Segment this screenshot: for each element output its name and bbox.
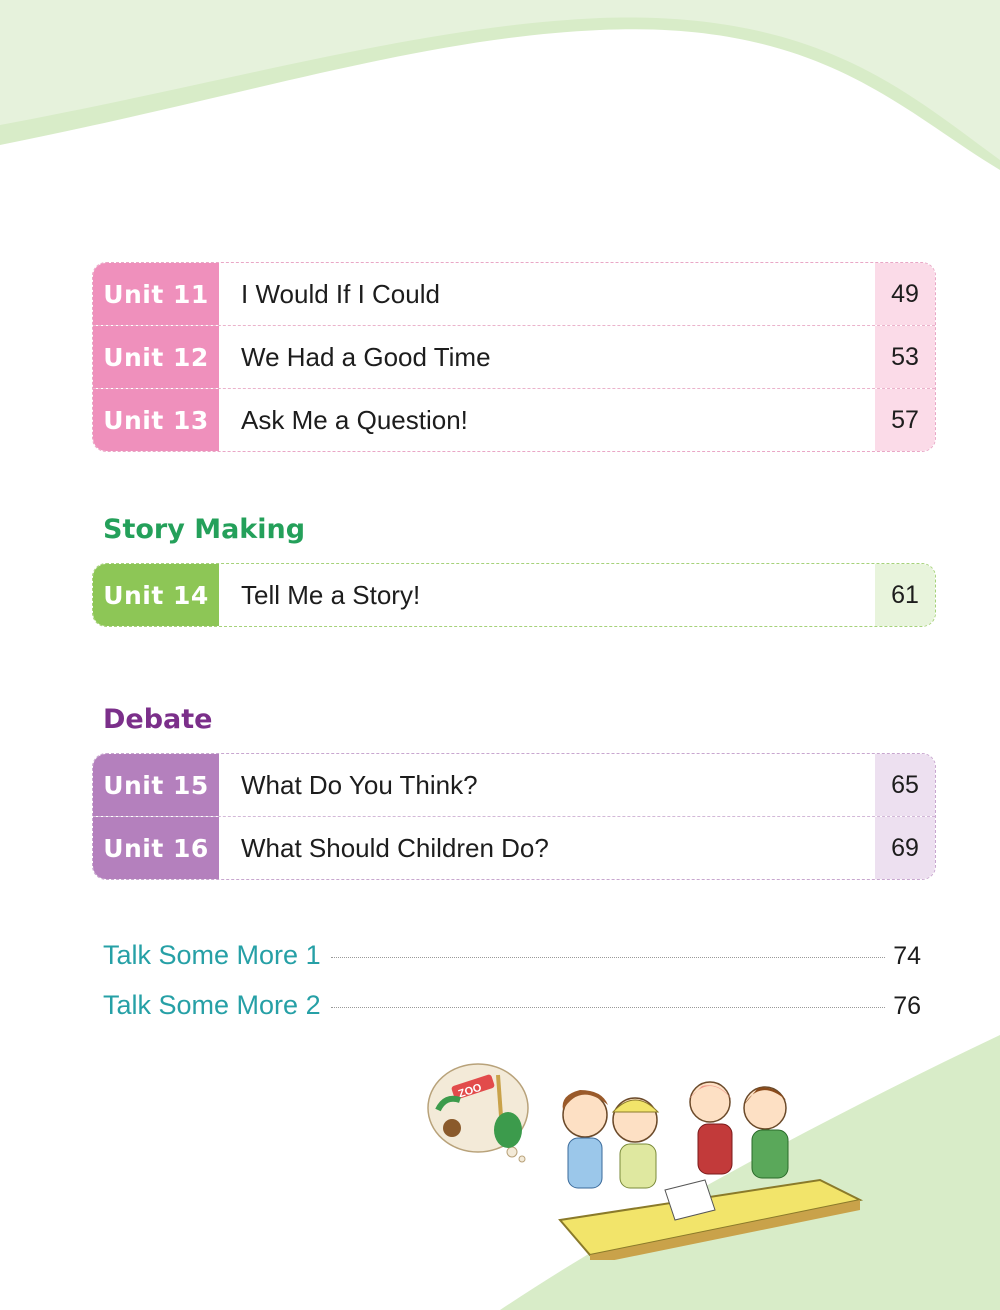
zoo-sign-text: ZOO xyxy=(456,1081,484,1101)
talk-some-more-entry-2[interactable] xyxy=(103,990,921,1026)
section-heading-story-making: Story Making xyxy=(103,514,306,545)
page-number: 61 xyxy=(875,564,935,626)
unit-title: I Would If I Could xyxy=(241,278,440,309)
unit-title: What Should Children Do? xyxy=(241,832,549,863)
page-number: 53 xyxy=(875,326,935,388)
unit-label: Unit 16 xyxy=(93,817,219,879)
unit-label: Unit 12 xyxy=(93,326,219,388)
toc-group-units-11-13 xyxy=(92,262,936,452)
entry-label: Talk Some More 1 xyxy=(103,940,321,970)
unit-label: Unit 15 xyxy=(93,754,219,816)
thought-bubble-icon xyxy=(428,1064,528,1162)
unit-label: Unit 13 xyxy=(93,389,219,451)
page-number: 74 xyxy=(893,942,921,970)
toc-row[interactable] xyxy=(93,388,935,451)
toc-row[interactable] xyxy=(93,263,935,325)
toc-group-story-making xyxy=(92,563,936,627)
unit-title: Tell Me a Story! xyxy=(241,579,421,610)
unit-title: What Do You Think? xyxy=(241,769,478,800)
entry-label: Talk Some More 2 xyxy=(103,990,321,1020)
toc-row[interactable] xyxy=(93,325,935,388)
unit-title: Ask Me a Question! xyxy=(241,404,468,435)
page-number: 65 xyxy=(875,754,935,816)
dot-leader xyxy=(331,957,886,958)
toc-row[interactable] xyxy=(93,564,935,626)
unit-label: Unit 14 xyxy=(93,564,219,626)
section-heading-debate: Debate xyxy=(103,704,213,735)
toc-row[interactable] xyxy=(93,816,935,879)
talk-some-more-entry-1[interactable] xyxy=(103,940,921,976)
toc-row[interactable] xyxy=(93,754,935,816)
page-number: 57 xyxy=(875,389,935,451)
dot-leader xyxy=(331,1007,886,1008)
page-number: 69 xyxy=(875,817,935,879)
kids-studying-illustration xyxy=(420,1060,880,1260)
unit-title: We Had a Good Time xyxy=(241,341,491,372)
unit-label: Unit 11 xyxy=(93,263,219,325)
page-number: 49 xyxy=(875,263,935,325)
toc-group-debate xyxy=(92,753,936,880)
page-number: 76 xyxy=(893,992,921,1020)
